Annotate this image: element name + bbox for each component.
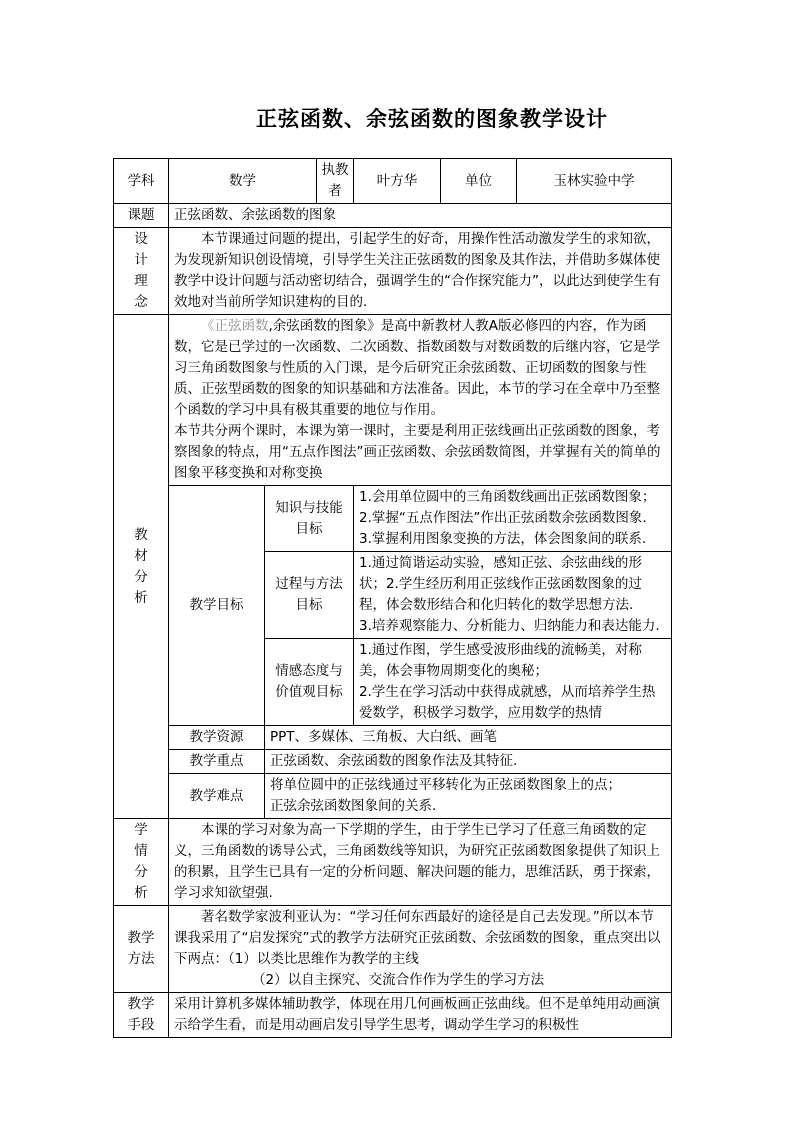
goal-item: 2.掌握“五点作图法”作出正弦函数余弦函数图象. bbox=[359, 510, 647, 526]
key-label: 教学重点 bbox=[169, 750, 265, 774]
header-row bbox=[114, 159, 672, 204]
analysis-paragraph-1 bbox=[174, 316, 666, 421]
design-text: 本节课通过问题的提出，引起学生的好奇，用操作性活动激发学生的求知欲，为发现新知识创设情境，引导学生关注正弦函数的图象及其作法，并借助多媒体使教学中设计问题与活动密切结合，强调学生的“合作探究能力”，以此达到使学生有效地对当前所学知识建构的目的. bbox=[169, 228, 672, 315]
analysis-intro-row bbox=[114, 315, 672, 486]
goal-item: 3.掌握利用图象变换的方法，体会图象间的联系. bbox=[359, 531, 647, 547]
goal-row-knowledge bbox=[114, 486, 672, 552]
means-row bbox=[114, 993, 672, 1038]
lesson-plan-table bbox=[113, 158, 672, 1038]
goals-label: 教学目标 bbox=[169, 486, 265, 726]
difficulty-line: 将单位圆中的正弦线通过平移转化为正弦函数图象上的点； bbox=[270, 777, 621, 793]
learners-label: 学 情 分 析 bbox=[114, 819, 169, 906]
goal-item: 3.培养观察能力、分析能力、归纳能力和表达能力. bbox=[359, 618, 660, 634]
analysis-intro-rest: ,余弦函数的图象》是高中新教材人教A版必修四的内容，作为函数，它是已学过的一次函数、二次函数、指数函数与对数函数的后继内容，它是学习三角函数图象与性质的入门课，是今后研究正余弦函数、正切函数的图象与性质、正弦型函数的图象的知识基础和方法准备。因此，本节的学习在全章中乃至整个函数的学习中具有极其重要的地位与作用。 bbox=[174, 318, 660, 418]
goal-item: 1.会用单位圆中的三角函数线画出正弦函数图象； bbox=[359, 489, 656, 505]
goal-item: 2.学生在学习活动中获得成就感，从而培养学生热爱数学，积极学习数学，应用数学的热情 bbox=[359, 684, 656, 721]
methods-row bbox=[114, 906, 672, 993]
topic-value: 正弦函数、余弦函数的图象 bbox=[169, 204, 672, 228]
difficulty-row bbox=[114, 774, 672, 819]
goal-label-process: 过程与方法目标 bbox=[265, 552, 354, 639]
analysis-paragraph-2: 本节共分两个课时，本课为第一课时，主要是利用正弦线画出正弦函数的图象，考察图象的特点，用“五点作图法”画正弦函数、余弦函数简图，并掌握有关的简单的图象平移变换和对称变换 bbox=[174, 423, 661, 481]
means-label: 教学 手段 bbox=[114, 993, 169, 1038]
methods-label: 教学 方法 bbox=[114, 906, 169, 993]
goal-items-process bbox=[354, 552, 672, 639]
means-text: 采用计算机多媒体辅助教学，体现在用几何画板画正弦曲线。但不是单纯用动画演示给学生看，而是用动画启发引导学生思考，调动学生学习的积极性 bbox=[169, 993, 672, 1038]
goal-item: 1.通过作图，学生感受波形曲线的流畅美，对称美，体会事物周期变化的奥秘； bbox=[359, 642, 642, 679]
analysis-text bbox=[169, 315, 672, 486]
teacher-label: 执教者 bbox=[317, 159, 354, 204]
goal-items-emotion bbox=[354, 639, 672, 726]
learners-text: 本课的学习对象为高一下学期的学生，由于学生已学习了任意三角函数的定义，三角函数的诱导公式，三角函数线等知识，为研究正弦函数图象提供了知识上的积累，且学生已具有一定的分析问题、解决问题的能力，思维活跃，勇于探索，学习求知欲望强. bbox=[169, 819, 672, 906]
subject-label: 学科 bbox=[114, 159, 169, 204]
goal-label-knowledge: 知识与技能目标 bbox=[265, 486, 354, 552]
methods-line2: （2）以自主探究、交流合作作为学生的学习方法 bbox=[252, 972, 545, 988]
key-row bbox=[114, 750, 672, 774]
goal-item: 1.通过简谐运动实验，感知正弦、余弦曲线的形状；2.学生经历利用正弦线作正弦函数图象的过程，体会数形结合和化归转化的数学思想方法. bbox=[359, 555, 642, 613]
resources-value: PPT、多媒体、三角板、大白纸、画笔 bbox=[265, 726, 672, 750]
analysis-intro-faded: 《正弦函数 bbox=[201, 318, 269, 334]
key-value: 正弦函数、余弦函数的图象作法及其特征. bbox=[265, 750, 672, 774]
topic-row bbox=[114, 204, 672, 228]
design-label: 设 计 理 念 bbox=[114, 228, 169, 315]
teacher-value: 叶方华 bbox=[354, 159, 441, 204]
resources-row bbox=[114, 726, 672, 750]
methods-paragraph: 著名数学家波利亚认为：“学习任何东西最好的途径是自己去发现。”所以本节课我采用了“启发探究”式的教学方法研究正弦函数、余弦函数的图象，重点突出以下两点：（1）以类比思维作为教学的主线 bbox=[174, 909, 661, 967]
methods-text bbox=[169, 906, 672, 993]
resources-label: 教学资源 bbox=[169, 726, 265, 750]
page-title: 正弦函数、余弦函数的图象教学设计 bbox=[256, 106, 608, 131]
topic-label: 课题 bbox=[114, 204, 169, 228]
subject-value: 数学 bbox=[169, 159, 317, 204]
design-row bbox=[114, 228, 672, 315]
difficulty-label: 教学难点 bbox=[169, 774, 265, 819]
difficulty-value bbox=[265, 774, 672, 819]
goal-label-emotion: 情感态度与价值观目标 bbox=[265, 639, 354, 726]
unit-value: 玉林实验中学 bbox=[517, 159, 672, 204]
learners-row bbox=[114, 819, 672, 906]
difficulty-line: 正弦余弦函数图象间的关系. bbox=[270, 798, 437, 814]
goal-items-knowledge bbox=[354, 486, 672, 552]
unit-label: 单位 bbox=[441, 159, 517, 204]
analysis-label: 教 材 分 析 bbox=[114, 315, 169, 819]
